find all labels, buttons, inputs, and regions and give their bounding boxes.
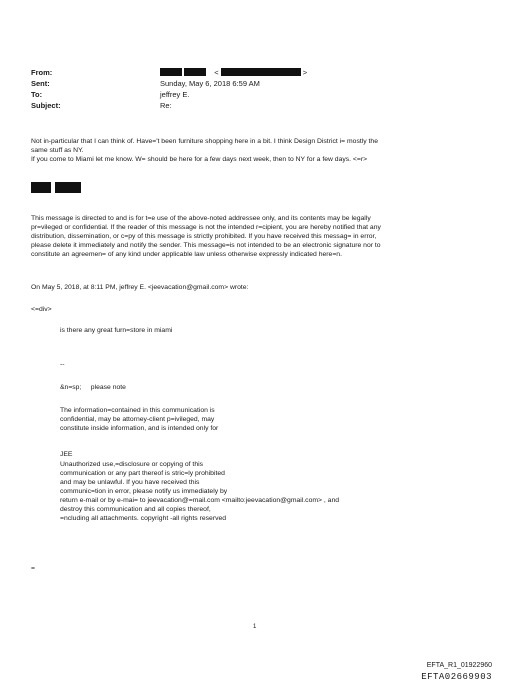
quoted-confidentiality [60, 406, 480, 433]
footer-code-primary: EFTA_R1_01922960 [426, 662, 492, 669]
trailing-equals: = [31, 565, 35, 572]
body-line: Not in-particular that I can think of. Have='t been furniture shopping here in a bit. I think Design District i= mostly the [31, 138, 378, 145]
quoted-line: confidential, may be attorney-client p=ivileged, may [60, 416, 215, 423]
reply-header: On May 5, 2018, at 8:11 PM, jeffrey E. <jeevacation@gmail.com> wrote: [31, 284, 249, 291]
quoted-question: is there any great furn=store in miami [60, 327, 173, 334]
note-text: &n=sp; please note [60, 384, 126, 391]
footer-code-secondary: EFTA02669903 [421, 672, 492, 682]
subject-label: Subject: [31, 101, 61, 110]
quoted-line: communic=tion in error, please notify us immediately by [60, 488, 228, 495]
subject-value: Re: [160, 101, 172, 110]
disclaimer-line: This message is directed to and is for t=e use of the above-noted addressee only, and its contents may be legally [31, 215, 371, 222]
div-tag: <=div> [31, 306, 52, 313]
disclaimer-line: pr=vileged or confidential. If the reader of this message is not the intended r=cipient, you are hereby notified that any [31, 224, 381, 231]
quoted-jee: JEE [60, 451, 73, 458]
quoted-line: destroy this communication and all copies thereof, [60, 506, 211, 513]
body-line: If you come to Miami let me know. W= should be here for a few days next week, then to NY for a few days. <=r> [31, 156, 368, 163]
quoted-note [60, 383, 480, 392]
quoted-line: The information=contained in this communication is [60, 407, 215, 414]
quoted-line: and may be unlawful. If you have received this [60, 479, 200, 486]
quoted-unauthorized-notice [60, 460, 480, 523]
redaction-block [160, 68, 182, 76]
disclaimer-line: distribution, dissemination, or c=py of this message is strictly prohibited. If you have received this messag= in error, [31, 233, 377, 240]
disclaimer-line: please delete it immediately and notify the sender. This message=is not intended to be an electronic signature nor to [31, 242, 381, 249]
from-value [160, 68, 307, 77]
legal-disclaimer [31, 214, 481, 259]
from-gt: > [302, 68, 308, 77]
redacted-signature [31, 179, 81, 197]
body-line: same stuff as NY. [31, 147, 84, 154]
quoted-line: =ncluding all attachments. copyright -all rights reserved [60, 515, 227, 522]
quoted-line: communication or any part thereof is stric=ly prohibited [60, 470, 225, 477]
message-body [31, 137, 481, 164]
redaction-block [31, 182, 51, 193]
sent-value: Sunday, May 6, 2018 6:59 AM [160, 79, 260, 88]
redaction-block [221, 68, 301, 76]
to-value: jeffrey E. [160, 90, 190, 99]
quoted-line: constitute inside information, and is intended only for [60, 425, 219, 432]
to-label: To: [31, 90, 43, 99]
quoted-line: Unauthorized use,=disclosure or copying of this [60, 461, 204, 468]
from-label: From: [31, 68, 53, 77]
quoted-line: return e-mail or by e-mai= to jeevacation@=mail.com <mailto:jeevacation@gmail.com> , and [60, 497, 340, 504]
page-number: 1 [253, 624, 257, 630]
quoted-dashes: -- [60, 361, 65, 368]
redaction-block [184, 68, 206, 76]
redaction-block [55, 182, 81, 193]
disclaimer-line: constitute an agreemen= of any kind under applicable law unless otherwise expressly indicated here=n. [31, 251, 342, 258]
sent-label: Sent: [31, 79, 50, 88]
from-lt: < [214, 68, 219, 77]
